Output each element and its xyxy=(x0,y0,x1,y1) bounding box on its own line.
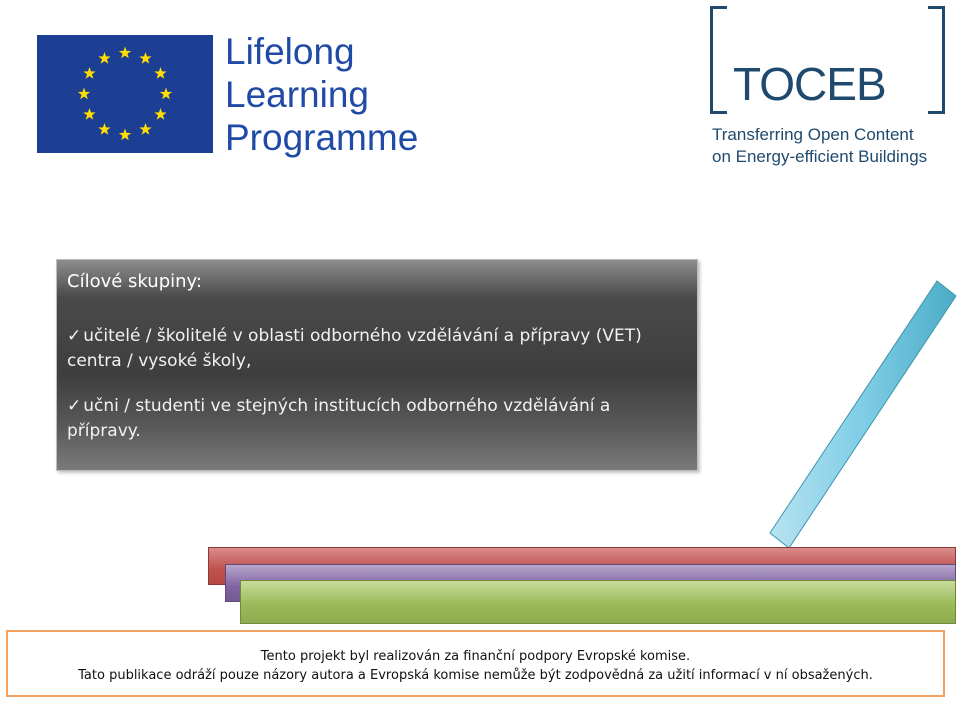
decor-bar-green xyxy=(240,580,956,624)
toceb-subtitle-line: on Energy-efficient Buildings xyxy=(712,147,928,166)
target-group-text: učni / studenti ve stejných institucích odborného vzdělávání a přípravy. xyxy=(67,396,611,441)
llp-line: Lifelong xyxy=(225,31,355,72)
toceb-bracket-left xyxy=(710,6,727,114)
eu-star-icon xyxy=(154,108,166,120)
eu-star-icon xyxy=(78,88,90,100)
target-groups-box xyxy=(56,259,698,471)
eu-star-icon xyxy=(83,67,95,79)
toceb-title: TOCEB xyxy=(733,58,886,110)
eu-star-icon xyxy=(160,88,172,100)
eu-flag-icon xyxy=(37,35,213,153)
llp-logo-text xyxy=(225,30,418,159)
target-groups-heading: Cílové skupiny: xyxy=(67,271,202,292)
eu-star-icon xyxy=(119,47,131,59)
eu-stars xyxy=(37,35,213,153)
eu-star-icon xyxy=(139,123,151,135)
checkmark-icon: ✓ xyxy=(67,326,82,346)
eu-star-icon xyxy=(98,123,110,135)
checkmark-icon: ✓ xyxy=(67,396,82,416)
target-group-item xyxy=(67,394,687,444)
disclaimer-line: Tato publikace odráží pouze názory autora a Evropská komise nemůže být zodpovědná za užití informací v ní obsažených. xyxy=(78,668,873,683)
toceb-bracket-right xyxy=(928,6,945,114)
eu-star-icon xyxy=(83,108,95,120)
disclaimer-line: Tento projekt byl realizován za finanční podpory Evropské komise. xyxy=(260,649,691,664)
llp-line: Learning xyxy=(225,74,370,115)
toceb-subtitle-line: Transferring Open Content xyxy=(712,125,914,144)
target-group-item xyxy=(67,324,687,374)
eu-star-icon xyxy=(119,129,131,141)
target-group-text: učitelé / školitelé v oblasti odborného vzdělávání a přípravy (VET) centra / vysoké školy, xyxy=(67,326,642,371)
eu-star-icon xyxy=(98,52,110,64)
funding-disclaimer xyxy=(6,630,945,697)
eu-star-icon xyxy=(154,67,166,79)
llp-line: Programme xyxy=(225,117,419,158)
eu-star-icon xyxy=(139,52,151,64)
toceb-subtitle xyxy=(712,124,927,168)
